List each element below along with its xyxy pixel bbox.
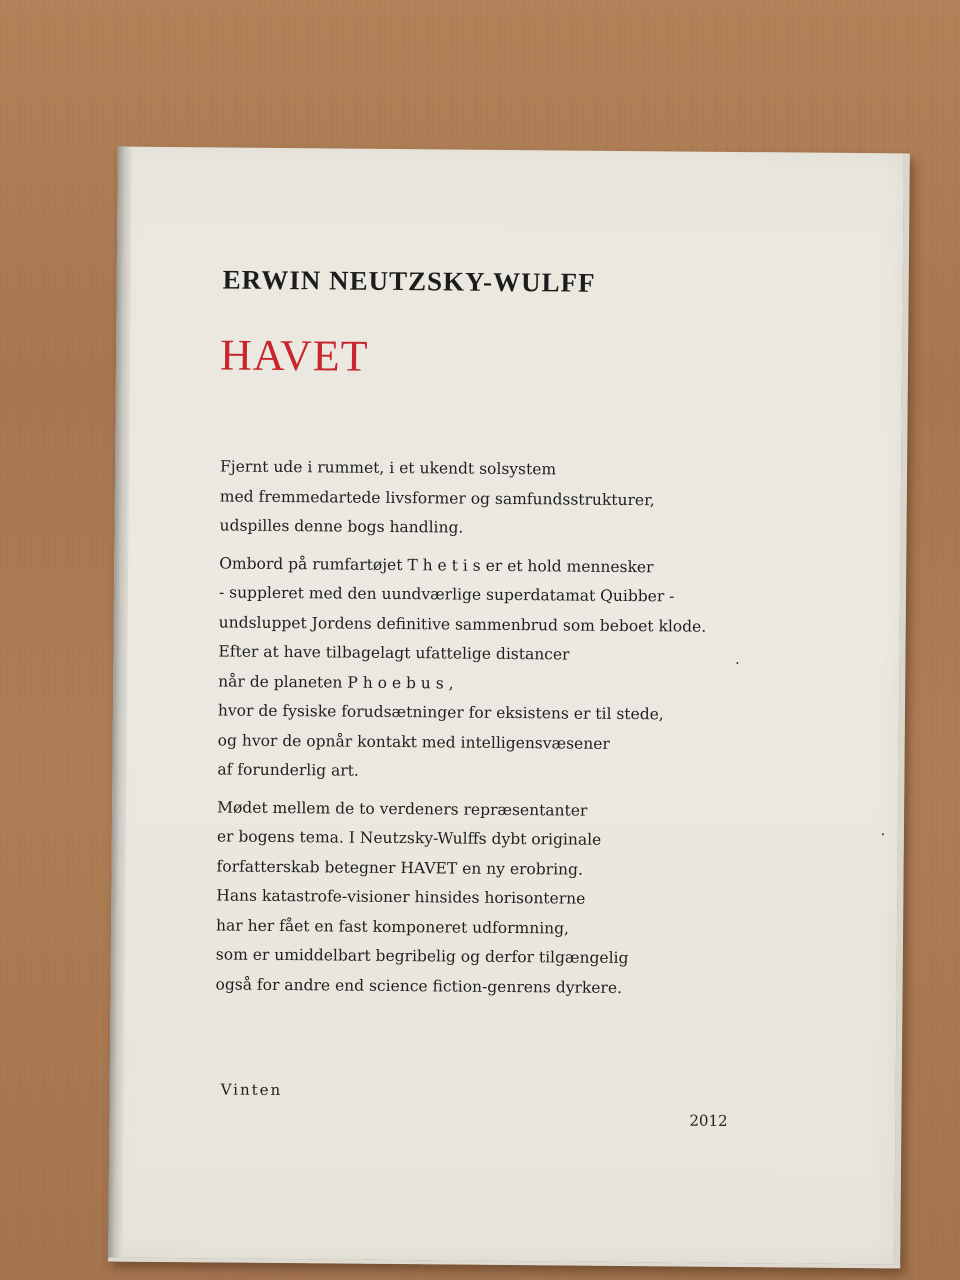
blurb-paragraph-1	[219, 452, 860, 546]
author-name: ERWIN NEUTZSKY-WULFF	[222, 264, 596, 298]
blurb-line: af forunderlig art.	[217, 760, 359, 780]
blurb-line: - suppleret med den uundværlige superdatamat Quibber -	[218, 583, 675, 606]
blurb-line: og hvor de opnår kontakt med intelligensvæsener	[217, 730, 610, 753]
book-code: 2012	[689, 1111, 728, 1130]
blurb-line: også for andre end science fiction-genrens dyrkere.	[215, 974, 623, 997]
blurb-line: når de planeten P h o e b u s ,	[218, 671, 454, 693]
blurb-paragraph-3	[215, 793, 857, 1005]
blurb-paragraph-2	[217, 549, 859, 791]
blurb-line: har her fået en fast komponeret udformning,	[216, 915, 570, 938]
blurb-line: Efter at have tilbagelagt ufattelige distancer	[218, 642, 570, 664]
paper-speck	[882, 833, 884, 835]
blurb-line: hvor de fysiske forudsætninger for eksistens er til stede,	[217, 701, 664, 724]
publisher-name: Vinten	[220, 1080, 283, 1100]
blurb-line: Ombord på rumfartøjet T h e t i s er et hold mennesker	[219, 553, 654, 576]
blurb-text	[215, 452, 860, 1013]
blurb-line: Hans katastrofe-visioner hinsides horisonterne	[216, 886, 586, 908]
blurb-line: Fjernt ude i rummet, i et ukendt solsystem	[220, 457, 557, 479]
blurb-line: Mødet mellem de to verdeners repræsentanter	[217, 797, 588, 820]
blurb-line: som er umiddelbart begribelig og derfor tilgængelig	[215, 945, 629, 968]
blurb-line: med fremmedartede livsformer og samfundsstrukturer,	[219, 486, 655, 509]
book-title: HAVET	[219, 330, 369, 381]
blurb-line: er bogens tema. I Neutzsky-Wulffs dybt originale	[216, 827, 602, 849]
paper-speck	[736, 662, 738, 664]
blurb-line: udspilles denne bogs handling.	[219, 516, 464, 537]
blurb-line: undsluppet Jordens definitive sammenbrud som beboet klode.	[218, 612, 707, 636]
blurb-line: forfatterskab betegner HAVET en ny erobring.	[216, 856, 584, 879]
book-back-cover	[108, 147, 910, 1269]
